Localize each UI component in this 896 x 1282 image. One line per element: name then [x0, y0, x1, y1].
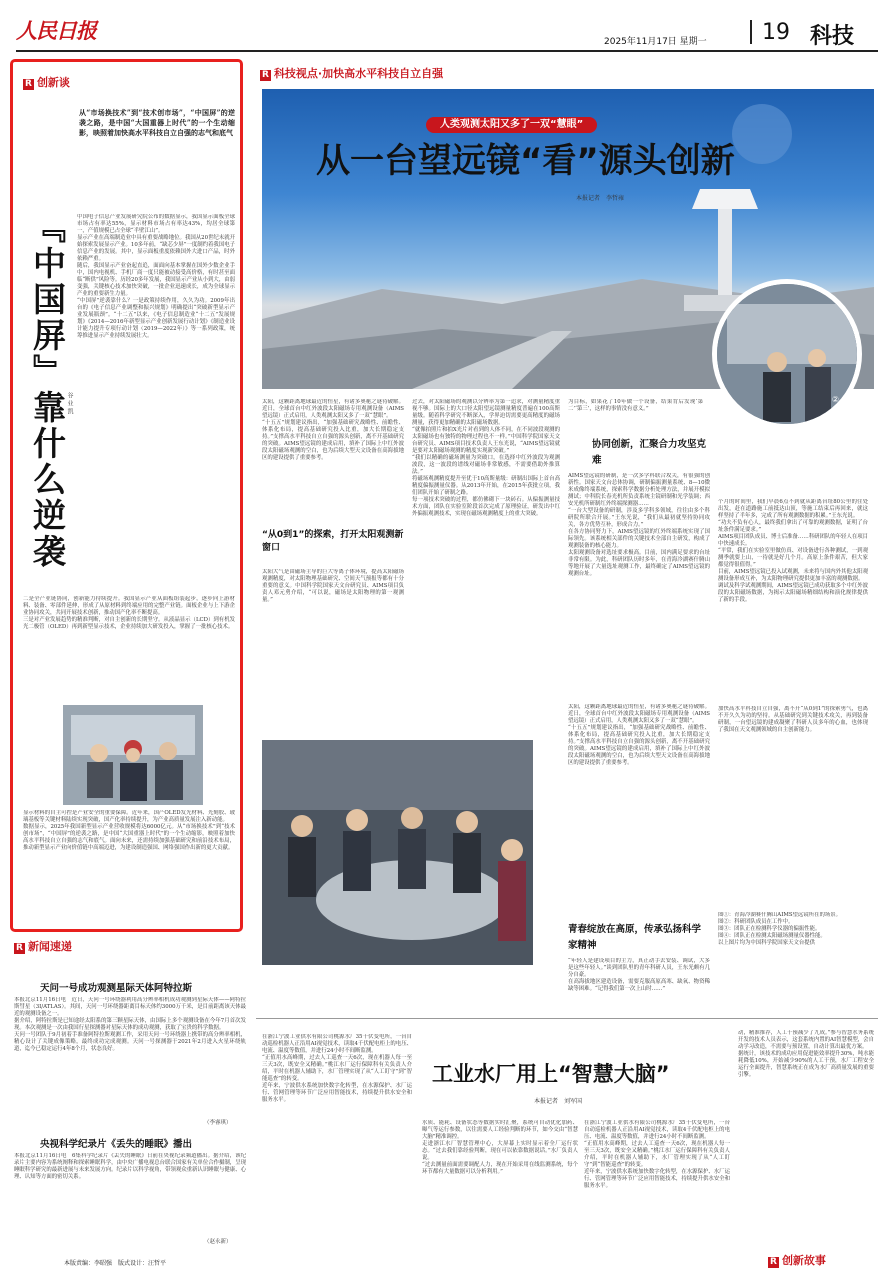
- opinion-photo: [63, 705, 203, 805]
- bottom-col-c-text: 水质、能耗、设备状态等数据实时汇聚，系统可自动优化加药、曝气等运行参数，以往需要人工经验判断的环节，如今交由“智慧大脑”精准调控。 走进浙江水厂智慧管理中心，大屏幕上实时显示着全厂运行状态。“过去我们靠经验判断，现在可以依靠数据说话。”水厂负责人说。 “过去测量前面需要调配人力，现在开始采用在线监测系统，每个环节都有大量数据可以分析利用。”: [422, 1120, 578, 1175]
- opinion-body-mid: 二是全产业链协同，创新能力持续提升。我国显示产业从面板组装起步，逐步向上游材料、装备、零部件延伸，形成了从原材料到终端应用的完整产业链。面板企业与上下游企业协同攻关，共同开展技术创新，推动国产化率不断提高。 三是对产业发展趋势的精准判断，对自主创新的长期坚守。从液晶显示（LCD）到有机发光二极管（OLED）再到新型显示技术，企业持续加大研发投入，掌握了一批核心技术。: [23, 596, 235, 630]
- feature-subhead-2: 协同创新，汇聚合力攻坚克难: [592, 439, 707, 466]
- news-body-1: 本报北京11月16日电 近日，天问一号环绕器利用高分辨率相机成功观测到星际天体——阿特拉斯彗星（3I/ATLAS）。其间，天问一号环绕器距离目标天体约3000万千米，是目前距离该天体最近的观测设备之一。 据介绍，阿特拉斯是已知途经太阳系的第三颗星际天体，由国际上多个观测设备在今年7月首次发现。本次观测是一次由我国行星探测器对星际天体的成功观测，获取了宝贵的科学数据。 天问一号团队于9月初着手准备阿特拉斯观测工作，采用天问一号环绕器上携带的高分辨率相机，精心设计了关键成像策略，最终成功完成观测。天问一号探测器于2021年2月进入火星环绕轨道，迄今已稳定运行4年8个月，状态良好。: [14, 997, 246, 1052]
- feature-overline: 人类观测太阳又多了一双“慧眼”: [426, 117, 597, 133]
- news-briefs: [14, 940, 246, 1266]
- news-section-header: [14, 940, 72, 954]
- bottom-tag-label: 创新故事: [781, 1254, 826, 1267]
- feature-kicker: [260, 67, 443, 81]
- feature-subhead-1: “从0到1”的探索，打开太阳观测新窗口: [262, 530, 404, 553]
- feature-col3-text: AIMS望远镜的研制，是一次多学科联合攻关，有很强的创新性。国家天文台总体协调，研制偏振测量系统、8—10微米成像终端系统，探索科学数据分析处理方法，并展开模拟测试；中科院长春光机所负责系统主镜研制和光学装调；西安光机所研制红外终端探测器…… “一台大型设备的研制，涉及多学科多领域，往往由多个科研院所联合开展。”王东光说，“我们从最初就坚持协同攻关，各方优势互补，形成合力。” 在各方协同努力下，AIMS望远镜的红外终端系统实现了国际领先。该系统相关部件的关键技术全部自主研发，构成了观测装备的核心能力。 太阳观测设备对选址要求极高。目前，国内满足要求的台址非常有限。为此，科研团队历时多年，在青海冷湖赛什腾山等地开展了大量选址观测工作，最终确定了AIMS望远镜的观测台址。: [568, 473, 710, 577]
- bottom-byline: 本报记者 刘军国: [534, 1098, 583, 1105]
- newspaper-logo: 人民日报: [16, 18, 96, 43]
- researchers-at-telescope-image: [717, 284, 862, 429]
- opinion-body-end: 显示材料的自主可控是产业安全的重要保障。近年来，国产OLED发光材料、光刻胶、玻璃基板等关键材料陆续实现突破，国产化率持续提升，为产业高质量发展注入新动能。 数据显示，2025年我国新型显示产业营收规模将达6000亿元。从“市场换技术”到“技术创市场”，“中国屏”的逆袭之路，是中国“大国重器上时代”的一个生动缩影，映照着加快高水平科技自立自强的志气和底气。面向未来，还需持续加强基础研究和前沿技术布局，推动新型显示产业向价值链中高端迈进，为建设制造强国、网络强国作出新的更大贡献。: [23, 810, 235, 851]
- opinion-intro: 从“市场换技术”到“技术创市场”，“中国屏”的逆袭之路，是中国“大国重器上时代”的一个生动缩影，映照着加快高水平科技自立自强的志气和底气: [79, 108, 235, 137]
- news-author-1: （李睿琪）: [204, 1120, 232, 1126]
- section-name: 科技: [810, 24, 855, 49]
- feature-col4-text: 个月的时间里，我们早晨6点不到就从距离台址80公里的住处出发，赶在道路施工前抵达山顶，等施工结束后再回来，就这样坚持了半年多，完成了所有观测数据的积累。”王东光说。 “功夫不负有心人，最终我们拿出了可靠的观测数据，证明了台址条件满足要求。” AIMS项目团队成员、博士后准备……科研团队的年轻人在项目中快速成长。 “平常，我们在实验室里做仿真、对设备进行各种测试，一到观测季就要上山，一待就是好几个月。高原上条件艰苦，但大家都觉得很值得。” 目前，AIMS望远镜已投入试观测，未来将与国内外其他太阳观测设备形成互补，为太阳物理研究提供更加丰富的观测数据。 调试及科学试观测期间，AIMS望远镜已成功获取多个中红外波段的太阳磁场数据，为揭示太阳磁场精细结构和演化规律提供了新的手段。: [718, 499, 868, 603]
- feature-col1-text: 太阳，这颗距离地球最近的恒星，有诸多奥秘之谜待破解。近日，全球首台中红外波段太阳磁场专用观测设备（AIMS望远镜）正式启用，人类观测太阳又多了一双“慧眼”。 “十五五”规划建议指出，“加强基础研究战略性、前瞻性、体系化布局，提高基础研究投入比重，加大长期稳定支持。”支撑高水平科技自立自强的源头创新，离不开基础研究的突破。AIMS望远镜的建成启用，填补了国际上中红外波段太阳磁场观测的空白，也为后续大型天文设备在高海拔地区的建设提供了重要参考。: [262, 399, 404, 461]
- feature-byline: 本报记者 李哲雍: [576, 195, 625, 202]
- r-badge-icon: R: [262, 70, 269, 80]
- news-headline-2: 央视科学纪录片《丢失的睡眠》播出: [40, 1139, 193, 1150]
- feature-col2-text: 过去，对太阳磁场的观测以分辨率为第一追求，对测量精度重视不够。国际上的大口径太阳望远镜测量精度普遍在100高斯量级。随着科学研究不断深入，学界迫切需要更高精度的磁场测量，获得更加精确的太阳磁场数据。 “就像拍照片和拍X光片对看到的人体不同，在不同波段观测的太阳磁场也有独特的物理过程也不一样。”中国科学院国家天文台研究员、AIMS项目技术负责人王东光说，“AIMS望远镜就是要对太阳磁场观测的精度实现新突破。” “我们以精确的磁场测量为突破口，在选择中红外波段为观测波段，这一波段的谱线对磁场非常敏感，不需要借助外推算法。” 将磁场观测精度提升至优于10高斯量级：研制出国际上首台高精度偏振测量仪器。从2013年开始，在2015年获批立项，我们团队开始了研制之路。 每一项技术突破的过程，都仿佛砌下一块砖石。从偏振测量技术方面，团队在实验室阶段首次完成了原理验证，研发出中红外偏振观测技术，实现在磁场观测精度上的重大突破。: [412, 399, 560, 517]
- team-with-instrument-image: [262, 740, 533, 965]
- opinion-body-top: 中国电子信息产业发展研究院公布的数据显示，我国显示面板全球市场占有率达55%，显示材料市场占有率达43%，均居全球第一，产值规模已占全球“半壁江山”。 显示产业在高端制造业中具有重要战略地位。我国从20世纪末就开始探索发展显示产业。10多年前，“缺芯少屏”一度制约着我国电子信息产业的发展。其中，显示面板重度依赖国外大进口产品，时外依赖严重。 随后，我国显示产业奋起直追，面面向基本掌握在国外少数企业手中，国内电视机、手机厂商一度只能被动接受高价格，有时甚至面临“断供”风险等。历经20多年发展，我国显示产业从小到大，由弱变强，关键核心技术加快突破，一批企业迅速成长，成为全球显示产业的重要新生力量。 “中国屏”逆袭靠什么？一是政策持续作用，久久为功。2009年出台的《电子信息产业调整和振兴规划》明确提出“突破新型显示产业发展瓶颈”。“十二五”以来，《电子信息制造业“十二五”发展规划》《2014—2016年新型显示产业创新发展行动计划》《制造业设计能力提升专项行动计划（2019—2022年）》等一系列政策，统筹推进显示产业持续发展壮大。: [77, 214, 235, 339]
- feature-col3c-text: “年轻人是建设项目的主力，真正动手去安装、调试，大多是这些年轻人。”谈到团队里的青年科研人员，王东光颇有几分自豪。 在高海拔地区建造设备，需要克服高原高寒、缺氧、物资稀缺等困难。“记得我们第一次上山时……”: [568, 958, 710, 992]
- feature-col2-bottom: 太阳，这颗距离地球最近的恒星，有诸多奥秘之谜待破解。近日，全球首台中红外波段太阳磁场专用观测设备（AIMS望远镜）正式启用，人类观测太阳又多了一双“慧眼”。 “十五五”规划建议指出，“加强基础研究战略性、前瞻性、体系化布局，提高基础研究投入比重，加大长期稳定支持。”支撑高水平科技自立自强的源头创新，离不开基础研究的突破。AIMS望远镜的建成启用，填补了国际上中红外波段太阳磁场观测的空白，也为后续大型天文设备在高海拔地区的建设提供了重要参考。: [568, 704, 710, 766]
- bottom-story: [256, 1024, 878, 1276]
- lab-group-photo: [262, 740, 533, 965]
- bottom-col-d-text: 动，精准推荐，人工干预减少了九成。”参与智慧水务系统开发的技术人员表示，这套系统内置的AI智慧模型，会自动学习改造，不需要与预设置，自动计算出最优方案。 据统计，该技术的成功应用促进能效率提升30%，吨水能耗降低10%，开始减少90%的人工干预，水厂工程安全运行全面提升，智慧系统正在成为水厂高质量发展的重要引擎。: [738, 1030, 874, 1078]
- r-badge-icon: R: [25, 79, 32, 89]
- masthead: [16, 18, 876, 48]
- opinion-section-header: [23, 76, 70, 90]
- opinion-author: 谷业凯: [66, 392, 73, 416]
- bottom-title: 工业水厂用上“智慧大脑”: [432, 1062, 670, 1086]
- page-number-divider: [750, 20, 752, 44]
- r-badge-icon: R: [16, 943, 23, 953]
- feature-subhead-3: 青春绽放在高原，传承弘扬科学家精神: [568, 924, 702, 951]
- opinion-column: [10, 59, 243, 932]
- bottom-col-a-text: 在浙江宁波工业供水有限公司桃源水厂35千伏变电所，一台自动巡检机器人正沿用AI视觉技术，读取4千伏配电柜上的电压、电流、温度等数值，并进行24小时不间断监测。 “正值用水高峰期，过去人工巡查一天6次，现在机器人每一至三天3次，既安全又精确。”桃江水厂运行保障科有关负责人介绍，平时在机器人辅助下，水厂管理实现了从“人工盯守”到“智能巡查”的转变。 近年来，宁波供水系统加快数字化转型，在水源保护、水厂运行、管网管理等环节广泛应用智能技术，持续提升供水安全和服务水平。: [262, 1034, 412, 1103]
- page-number: 19: [762, 20, 790, 45]
- news-section-label: 新闻速递: [27, 940, 72, 953]
- news-body-2: 本报北京11月16日电 6集科学纪录片《丢失的睡眠》日前在央视纪录频道播出。据介绍，该纪录片主要内容为系统阐释和探索睡眠科学，由中央广播电视总台联合国家有关单位合作摄制，呈现睡眠科学研究的最新进展与未来发展方向。纪录片以科学视角，带领观众重新认识睡眠与健康、心理、认知等方面的密切关系。: [14, 1153, 246, 1180]
- masthead-rule: [16, 50, 878, 52]
- page-editor-credit: 本版责编：李昭强 版式设计：汪哲平: [64, 1260, 167, 1267]
- news-author-2: （赵永新）: [204, 1239, 232, 1245]
- r-badge-icon: R: [770, 1257, 777, 1267]
- feature-col3a-text: 为目标，如果花了10年做一个设备，结果背后发现‘第二’‘第三’，这样的事情没有意义。”: [568, 399, 703, 412]
- feature-kicker-text: 科技视点·加快高水平科技自立自强: [273, 67, 444, 80]
- news-headline-1: 天问一号成功观测星际天体阿特拉斯: [40, 983, 193, 994]
- feature-headline: 从一台望远镜“看”源头创新: [316, 141, 735, 181]
- bottom-col-c2-text: 在浙江宁波工业供水有限公司桃源水厂35千伏变电所，一台自动巡检机器人正沿用AI视觉技术，读取4千伏配电柜上的电压、电流、温度等数值，并进行24小时不间断监测。 “正值用水高峰期，过去人工巡查一天6次，现在机器人每一至三天3次，既安全又精确。”桃江水厂运行保障科有关负责人介绍，平时在机器人辅助下，水厂管理实现了从“人工盯守”到“智能巡查”的转变。 近年来，宁波供水系统加快数字化转型，在水源保护、水厂运行、管网管理等环节广泛应用智能技术，持续提升供水安全和服务水平。: [584, 1120, 730, 1189]
- feature-col4b-text: 加快高水平科技自立自强，离不开“从0到1”的探索勇气，也离不开久久为功的坚持。从基础研究到关键技术攻关，再到装备研制，一台望远镜的建成凝聚了科研人员多年的心血，也体现了我国在天文观测领域的自主创新能力。: [718, 706, 868, 733]
- opinion-section-label: 创新谈: [36, 76, 70, 89]
- photo-label-2: ②: [831, 395, 839, 404]
- inset-circle-photo: [712, 279, 862, 429]
- opinion-title: 『中国屏』靠什么逆袭: [28, 210, 67, 570]
- feature-col1b-text: 太阳大气是由磁场主导的巨大等离子体环境，提高太阳磁场观测精度，对太阳物理基础研究、空间天气预报等都有十分重要的意义。中国科学院国家天文台研究员、AIMS项目负责人邓元勇介绍，“可以说，磁场是太阳物理的第一观测量。”: [262, 569, 404, 603]
- main-feature: [256, 59, 876, 709]
- bottom-story-rule: [256, 1018, 878, 1019]
- photo-captions: 图①：青海冷湖赛什腾山AIMS望远镜所在的场景。 图②：科研团队成员在工作中。 图③：团队正在检测科学仪器的偏振性能。 图④：团队正在检测太阳磁场测量仪器性能。 以上图片均为中国科学院国家天文台提供: [718, 912, 842, 946]
- issue-date: 2025年11月17日 星期一: [604, 37, 707, 47]
- bottom-tag: [768, 1254, 826, 1268]
- researchers-lab-image: [63, 705, 203, 805]
